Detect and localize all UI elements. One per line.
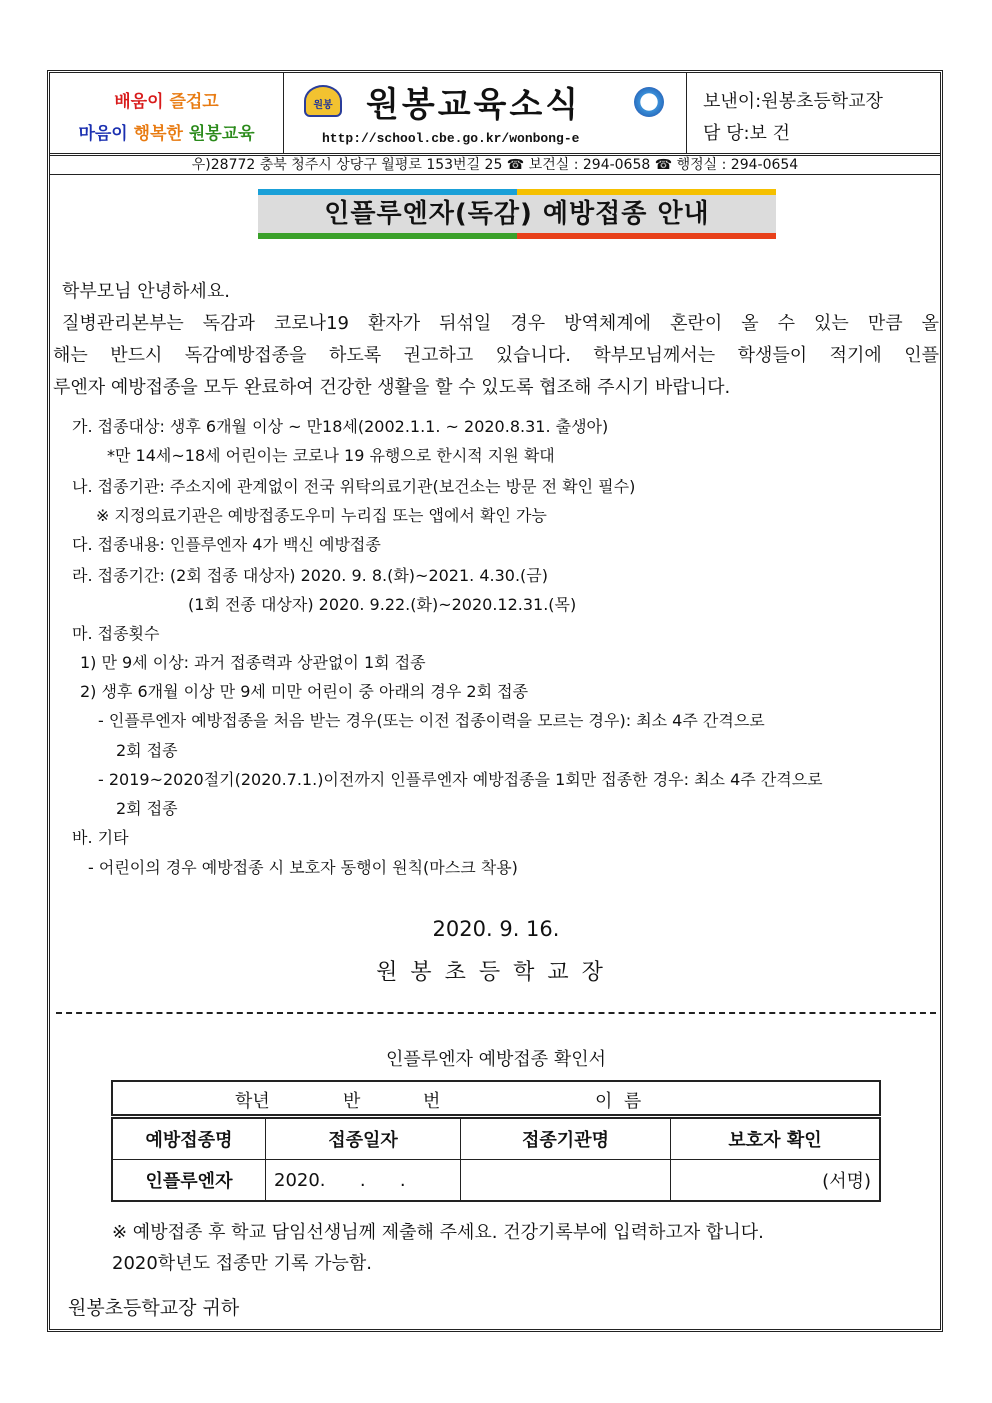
slogan-line-1: 배움이 즐겁고 bbox=[114, 92, 219, 112]
principal-name: 원봉초등학교장 bbox=[376, 960, 616, 985]
paragraph-line-2: 해는 반드시 독감예방접종을 하도록 권고하고 있습니다. 학부모님께서는 학생들이 적기에 인플 bbox=[53, 345, 939, 366]
document-title: 인플루엔자(독감) 예방접종 안내 bbox=[258, 195, 776, 233]
item-na-note: ※ 지정의료기관은 예방접종도우미 누리집 또는 앱에서 확인 가능 bbox=[96, 506, 547, 525]
item-ra-1: 라. 접종기간: (2회 접종 대상자) 2020. 9. 8.(화)~2021. 4.30.(금) bbox=[72, 566, 548, 585]
student-info-box bbox=[111, 1080, 881, 1116]
table-row bbox=[112, 1160, 880, 1202]
school-logo-icon: 원봉 bbox=[304, 85, 342, 117]
cell-signature[interactable]: (서명) bbox=[671, 1160, 881, 1202]
school-url[interactable]: http://school.cbe.go.kr/wonbong-e bbox=[322, 131, 580, 146]
col-vaccine: 예방접종명 bbox=[112, 1118, 266, 1160]
sender-cell bbox=[687, 73, 940, 153]
item-ma: 마. 접종횟수 bbox=[72, 624, 160, 643]
item-ba-1: - 어린이의 경우 예방접종 시 보호자 동행이 원칙(마스크 착용) bbox=[88, 858, 518, 877]
greeting: 학부모님 안녕하세요. bbox=[62, 281, 230, 302]
col-institution: 접종기관명 bbox=[461, 1118, 671, 1160]
item-ma-1: 1) 만 9세 이상: 과거 접종력과 상관없이 1회 접종 bbox=[80, 653, 426, 672]
submit-note-1: ※ 예방접종 후 학교 담임선생님께 제출해 주세요. 건강기록부에 입력하고자 합니다. bbox=[112, 1222, 764, 1243]
manager: 담 당:보 건 bbox=[703, 123, 791, 144]
education-emblem-icon bbox=[634, 87, 664, 117]
title-bar-red bbox=[517, 233, 776, 239]
confirm-title: 인플루엔자 예방접종 확인서 bbox=[385, 1049, 607, 1070]
item-ba: 바. 기타 bbox=[72, 828, 129, 847]
sender: 보낸이:원봉초등학교장 bbox=[703, 91, 883, 112]
item-ma-2-b: - 2019~2020절기(2020.7.1.)이전까지 인플루엔자 예방접종을 1회만 접종한 경우: 최소 4주 간격으로 bbox=[98, 770, 823, 789]
title-banner bbox=[258, 189, 776, 239]
item-ga-note: *만 14세~18세 어린이는 코로나 19 유행으로 한시적 지원 확대 bbox=[107, 446, 555, 465]
item-da: 다. 접종내용: 인플루엔자 4가 백신 예방접종 bbox=[72, 535, 381, 554]
item-ga: 가. 접종대상: 생후 6개월 이상 ~ 만18세(2002.1.1. ~ 2020.8.31. 출생아) bbox=[72, 417, 609, 436]
item-ma-2: 2) 생후 6개월 이상 만 9세 미만 어린이 중 아래의 경우 2회 접종 bbox=[80, 682, 529, 701]
vaccination-confirm-table bbox=[111, 1117, 881, 1202]
item-na: 나. 접종기관: 주소지에 관계없이 전국 위탁의료기관(보건소는 방문 전 확인 필수) bbox=[72, 477, 636, 496]
grade-label[interactable]: 학년 bbox=[235, 1091, 270, 1112]
cell-date[interactable]: 2020. . . bbox=[266, 1160, 461, 1202]
title-bar-green bbox=[258, 233, 517, 239]
slogan-cell bbox=[50, 73, 284, 153]
number-label[interactable]: 번 bbox=[423, 1091, 441, 1112]
item-ma-2-a-cont: 2회 접종 bbox=[116, 741, 178, 760]
item-ma-2-b-cont: 2회 접종 bbox=[116, 799, 178, 818]
cut-line bbox=[56, 1012, 936, 1014]
address-line: 우)28772 충북 청주시 상당구 월평로 153번길 25 ☎ 보건실 : 294-0658 ☎ 행정실 : 294-0654 bbox=[50, 155, 940, 175]
name-label[interactable]: 이 름 bbox=[595, 1091, 642, 1112]
slogan-line-2: 마음이 행복한 원봉교육 bbox=[78, 124, 255, 144]
recipient: 원봉초등학교장 귀하 bbox=[68, 1297, 240, 1319]
paragraph-line-3: 루엔자 예방접종을 모두 완료하여 건강한 생활을 할 수 있도록 협조해 주시기 바랍니다. bbox=[53, 377, 731, 398]
title-cell bbox=[284, 73, 687, 153]
table-header-row bbox=[112, 1118, 880, 1160]
item-ma-2-a: - 인플루엔자 예방접종을 처음 받는 경우(또는 이전 접종이력을 모르는 경우): 최소 4주 간격으로 bbox=[98, 711, 765, 730]
col-guardian: 보호자 확인 bbox=[671, 1118, 881, 1160]
cell-institution[interactable] bbox=[461, 1160, 671, 1202]
issue-date: 2020. 9. 16. bbox=[432, 917, 560, 941]
item-ra-2: (1회 전종 대상자) 2020. 9.22.(화)~2020.12.31.(목) bbox=[188, 595, 577, 614]
paragraph-line-1: 질병관리본부는 독감과 코로나19 환자가 뒤섞일 경우 방역체계에 혼란이 올 수 있는 만큼 올 bbox=[62, 313, 939, 334]
submit-note-2: 2020학년도 접종만 기록 가능함. bbox=[112, 1253, 372, 1274]
newsletter-header bbox=[50, 73, 940, 154]
cell-vaccine: 인플루엔자 bbox=[112, 1160, 266, 1202]
col-date: 접종일자 bbox=[266, 1118, 461, 1160]
class-label[interactable]: 반 bbox=[343, 1091, 361, 1112]
newsletter-title: 원봉교육소식 bbox=[366, 85, 582, 125]
